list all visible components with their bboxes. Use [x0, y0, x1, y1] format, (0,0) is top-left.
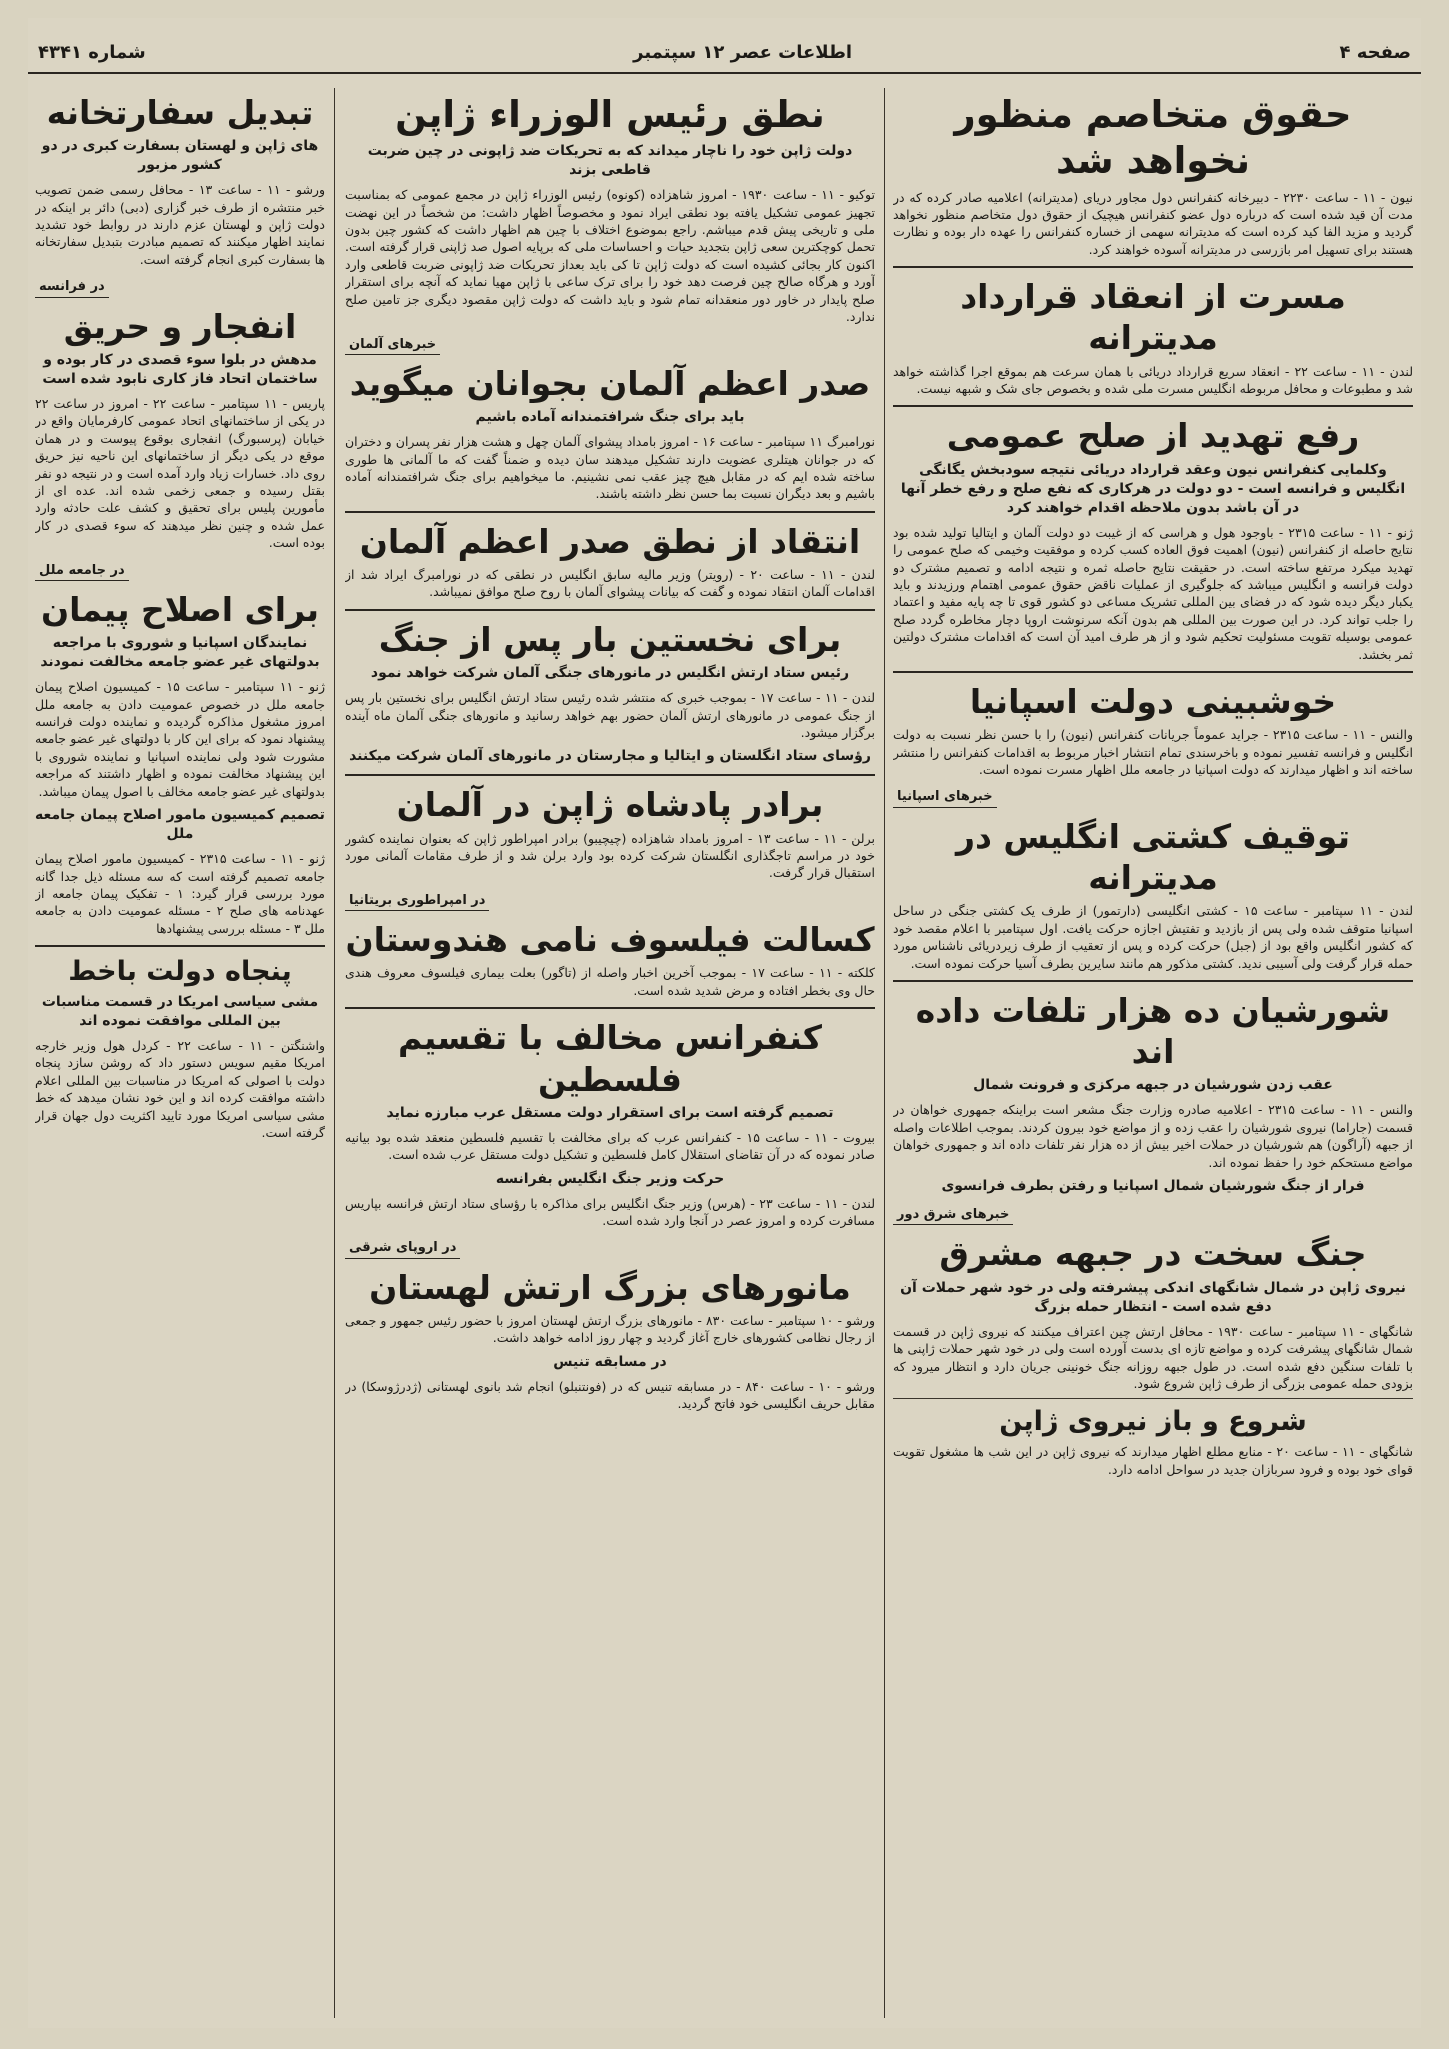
headline-explosion-fire: انفجار و حریق [63, 306, 297, 346]
divider [345, 1007, 875, 1009]
article-belligerent-rights: نیون - ۱۱ - ساعت ۲۲۳۰ - دبیرخانه کنفرانس دول مجاور دریای (مدیترانه) اعلامیه صادر کرده که در مدت آن قید شده است که درباره دول عضو کنفرانس هیچیک از حقوق دول متخاصم منظور نخواهد گردید و مزید الفا کید کرده است که مدیترانه سهمی از خساره کنفرانس را عهده دار بوده و نظارت هستند برای تسهیل امر بازرسی در مدیترانه آسوده خواهند کرد. [893, 189, 1413, 257]
headline-german-chancellor: صدر اعظم آلمان بجوانان میگوید [349, 363, 871, 403]
divider [35, 945, 325, 947]
headline-palestine-conference: کنفرانس مخالف با تقسیم فلسطین [398, 1018, 822, 1099]
headline-japan-pm-speech: نطق رئیس الوزراء ژاپن [395, 93, 825, 136]
article-mediterranean-joy: لندن - ۱۱ - ساعت ۲۲ - انعقاد سریع قرارداد دریائی با همان سرعت هم بموقع اجرا گذاشته خواهد شد و مطبوعات و محافل مربوطه انگلیس مسرت ملی شده و بخصوص جای شک و شبهه نیست. [893, 363, 1413, 397]
article-speech-criticism: لندن - ۱۱ - ساعت ۲۰ - (رویتر) وزیر مالیه سابق انگلیس در نطقی که در نورامبرگ ایراد شد از اقدامات آلمان انتقاد نموده و گفت که بیانات پیشوای آلمان با روح صلح موافق نمیباشد. [345, 567, 875, 600]
newspaper-page [28, 18, 1421, 2028]
divider [893, 266, 1413, 268]
subhead-japan-pm-speech: دولت ژاپن خود را ناچار میداند که به تحریکات ضد ژاپونی در چین ضربت قاطعی بزند [367, 143, 853, 179]
section-tag-league: در جامعه ملل [35, 562, 129, 581]
divider [345, 511, 875, 513]
headline-belligerent-rights: حقوق متخاصم منظور نخواهد شد [954, 93, 1352, 183]
section-tag-germany: خبرهای آلمان [345, 336, 440, 355]
article-fifty-nations: واشنگتن - ۱۱ - ساعت ۲۲ - کردل هول وزیر خارجه امریکا مقیم سویس دستور داد که روشن سازد پنجاه دولت با اصولی که امریکا در مناسبات بین المللی اعلام داشته موافقت کرده اند و این خود نشان میدهد که خط مشی سیاسی امریکا مورد تایید اکثریت دول جهان قرار گرفته است. [35, 1037, 325, 1140]
subhead-rebel-casualties: عقب زدن شورشیان در جبهه مرکزی و فرونت شمال [973, 1077, 1333, 1094]
divider [893, 980, 1413, 982]
article-japan-pm-speech: توکیو - ۱۱ - ساعت ۱۹۳۰ - امروز شاهزاده (کونوه) رئیس الوزراء ژاپن در مجمع عمومی که بمناسبت تجهیز عمومی تشکیل یافته بود نطقی ایراد نمود و مخصوصاً اظهار داشت: من شخصاً در این نهضت ملی و تاریخی پیش قدم میباشم. راجع بموضوع اختلاف با چین هم اظهار داشت که کشور چین بدون تحمل کوچکترین سعی ژاپن بتجدید حیات و احساسات ملی که برپایه اصول صد ژاپنی قرار گرفته است. اکنون کار بجائی کشیده است که دولت ژاپن تا کی باید بعداز تحریکات ضد ژاپونی ضربت قاطعی وارد آورد و هرگاه صالح چین فرصت دهد خود را برای ترک ساعی با ژاپن مهیا نماید که آنچه برای استقرار صلح پایدار در خاور دور منعقدانه تمام شود و باید داشت که دولت ژاپن مقصود دیگری جز تامین صلح ندارد. [345, 187, 875, 325]
subhead-palestine-conference: تصمیم گرفته است برای استقرار دولت مستقل عرب مبارزه نماید [386, 1104, 834, 1121]
masthead [28, 32, 1421, 74]
section-tag-far-east: خبرهای شرق دور [893, 1206, 1013, 1225]
article-embassy-upgrade: ورشو - ۱۱ - ساعت ۱۳ - محافل رسمی ضمن تصویب خبر منتشره از طرف خبر گزاری (دبی) دائر بر اینکه در دولت ژاپن و لهستان عزم دارند در روابط خود تشدید نمایند اظهار میکنند که تصمیم مبادرت بتبدیل سفارتخانه ها بسفارت کبری انجام گرفته است. [35, 182, 325, 267]
headline-emperor-brother: برادر پادشاه ژاپن در آلمان [396, 785, 824, 825]
article-japan-forces: شانگهای - ۱۱ - ساعت ۲۰ - منابع مطلع اظهار میدارند که نیروی ژاپن در این شب ها مشغول تقویت قوای خود بوده و فرود سربازان جدید در سواحل ادامه دارد. [893, 1444, 1413, 1477]
article-emperor-brother: برلن - ۱۱ - ساعت ۱۳ - امروز بامداد شاهزاده (چیچیبو) برادر امپراطور ژاپن که بعنوان نماینده کشور خود در مراسم تاجگذاری انگلستان شرکت کرده بود وارد برلن شد و از طرف مقامات آلمانی مورد استقبال قرار گرفت. [345, 830, 875, 881]
headline-spain-optimism: خوشبینی دولت اسپانیا [969, 681, 1337, 721]
article-ship-seized: لندن - ۱۱ سپتامبر - ساعت ۱۵ - کشتی انگلیسی (دارتمور) از طرف یک کشتی جنگی در ساحل اسپانیا متوقف شده ولی پس از بازدید و تفتیش اجازه حرکت یافت. اول سپتامبر با اعلام مقصد خود که کشور انگلیس واقع بود از (جبل) حرکت کرده و پس از تعقیب از طرف زیردریائی ناشناس مورد حمله قرار گرفت ولی آسیبی ندید. کشتی مذکور هم مانند سایرین بطرف آسیا حرکت نموده است. [893, 903, 1413, 971]
subhead-staff-chiefs: رؤسای ستاد انگلستان و ایتالیا و مجارستان در مانورهای آلمان شرکت میکنند [349, 748, 871, 765]
headline-covenant-reform: برای اصلاح پیمان [40, 590, 320, 629]
headline-japan-forces: شروع و باز نیروی ژاپن [999, 1406, 1307, 1438]
issue-number: شماره ۴۳۴۱ [38, 41, 146, 63]
article-covenant-reform: ژنو - ۱۱ سپتامبر - ساعت ۱۵ - کمیسیون اصلاح پیمان جامعه ملل در خصوص عمومیت دادن به جامعه ملل امروز مشغول مذاکره گردیده و نماینده دولت فرانسه پیشنهاد نمود که برای این کار با دولتهای غیر عضو جامعه مشورت شود ولی نماینده اسپانیا و نماینده شوروی با این پیشنهاد مخالفت نموده و اظهار داشتند که مراجعه بدولتهای غیر عضو جامعه مخالف با اصول پیمان میباشد. [35, 679, 325, 799]
section-tag-spain: خبرهای اسپانیا [893, 788, 997, 807]
subhead-first-time-since-war: رئیس ستاد ارتش انگلیس در مانورهای جنگی آلمان شرکت خواهد نمود [370, 665, 850, 682]
subhead-eastern-front: نیروی ژاپن در شمال شانگهای اندکی پیشرفته ولی در خود شهر حملات آن دفع شده است - انتظار حمله بزرگ [900, 1279, 1406, 1315]
headline-poland-maneuvers: مانورهای بزرگ ارتش لهستان [369, 1267, 851, 1307]
column-left [35, 88, 325, 2018]
headline-philosopher-illness: کسالت فیلسوف نامی هندوستان [345, 920, 875, 960]
headline-first-time-since-war: برای نخستین بار پس از جنگ [378, 619, 842, 659]
article-first-time-since-war: لندن - ۱۱ - ساعت ۱۷ - بموجب خبری که منتشر شده رئیس ستاد ارتش انگلیس برای نخستین بار پس از جنگ عمومی در مانورهای ارتش آلمان حضور بهم خواهد رسانید و مانورهای جنگی آلمان ماه آینده برگزار میشود. [345, 690, 875, 740]
headline-fifty-nations: پنجاه دولت باخط [68, 956, 292, 988]
article-explosion-fire: پاریس - ۱۱ سپتامبر - ساعت ۲۲ - امروز در ساعت ۲۲ در یکی از ساختمانهای اتحاد عمومی کارفرمایان واقع در خیابان (پرسبورگ) انفجاری بوقوع پیوست و در همان موقع در یکی دیگر از ساختمانهای این ناحیه نیز حریق روی داد. خسارات زیاد وارد آمده است و در نتیجه دو نفر بقتل رسیده و جمعی زخمی شده اند. عده ای از مأمورین پلیس برای تحقیق و کشف علت حادثه وارد عمل شده و چنین نظر میدهند که سوء قصدی در کار بوده است. [35, 395, 325, 551]
section-tag-france: در فرانسه [35, 278, 109, 297]
section-tag-eastern-europe: در اروپای شرقی [345, 1239, 460, 1258]
headline-mediterranean-joy: مسرت از انعقاد قرارداد مدیترانه [960, 277, 1346, 358]
divider [893, 405, 1413, 407]
article-german-chancellor: نورامبرگ ۱۱ سپتامبر - ساعت ۱۶ - امروز بامداد پیشوای آلمان چهل و هشت هزار نفر پسران و دختران که در جوانان هیتلری عضویت دارند تشکیل میدهند سان دیده و ضمناً گفت که ما آلمانی ها طوری ساخته شده ایم که در مقابل هیچ چیز عقب نمی نشینیم. ما میخواهیم برای جنگ شرافتمندانه آماده باشیم و بعد دیگران نسبت بما حسن نظر داشته باشند. [345, 434, 875, 502]
divider [345, 609, 875, 611]
subhead-german-chancellor: باید برای جنگ شرافتمندانه آماده باشیم [475, 409, 745, 426]
paper-date: اطلاعات عصر ۱۲ سپتمبر [633, 41, 853, 63]
headline-eastern-front: جنگ سخت در جبهه مشرق [939, 1234, 1367, 1274]
divider [893, 671, 1413, 673]
subhead-war-minister: حرکت وزیر جنگ انگلیس بفرانسه [495, 1170, 725, 1187]
subhead-explosion-fire: مدهش در بلوا سوء قصدی در کار بوده و ساختمان اتحاد فاز کاری نابود شده است [42, 351, 318, 387]
headline-ship-seized: توقیف کشتی انگلیس در مدیترانه [956, 816, 1350, 898]
headline-embassy-upgrade: تبدیل سفارتخانه [46, 93, 314, 132]
subhead-covenant-reform: نمایندگان اسپانیا و شوروی با مراجعه بدولتهای غیر عضو جامعه مخالفت نمودند [40, 635, 320, 671]
article-tennis: ورشو - ۱۰ - ساعت ۸۴۰ - در مسابقه تنیس که در (فونتنبلو) انجام شد بانوی لهستانی (ژدرژوسکا) در مقابل حریف انگلیسی خود فاتح گردید. [345, 1378, 875, 1412]
article-war-minister: لندن - ۱۱ - ساعت ۲۳ - (هرس) وزیر جنگ انگلیس برای مذاکره با رؤسای ستاد ارتش فرانسه بپاریس مسافرت کرده و امروز عصر در آنجا وارد شده است. [345, 1195, 875, 1228]
column-rule [334, 88, 335, 2018]
article-peace-threat: ژنو - ۱۱ - ساعت ۲۳۱۵ - باوجود هول و هراسی که از غیبت دو دولت آلمان و ایتالیا تولید شده بود نتایج حاصله از کنفرانس (نیون) اهمیت فوق العاده کسب کرده و موفقیت وخیمی که صلح عمومی را تهدید میکرد مرتفع ساخته است. در حقیقت نتایج حاصله ثمره و نتیجه ادامه و تصمیم مشترک دو دولت فرانسه و انگلیس میباشد که جلوگیری از عملیات ناقض حقوق عمومی اهتمام ورزیدند و باید یکبار دیگر دیده شود که در فضای بین المللی تشریک مساعی دو کشور قوی تا چه پایه مفید و اعتماد را جلب تواند کرد. در این صورت بین المللی هم بدون آنکه سرنوشت اروپا دچار مخاطره گردد صلح عمومی بوسیله تقویت مسئولیت تحکیم شود و از هر طرف امید آن است که اقدامات مشترک دولتین ثمر بخشد. [893, 524, 1413, 662]
divider [345, 774, 875, 776]
headline-speech-criticism: انتقاد از نطق صدر اعظم آلمان [359, 521, 861, 561]
column-middle [345, 88, 875, 2018]
section-tag-british-empire: در امپراطوری بریتانیا [345, 892, 489, 911]
page-number: صفحه ۴ [1339, 41, 1411, 63]
headline-peace-threat: رفع تهدید از صلح عمومی [946, 416, 1360, 456]
article-philosopher-illness: کلکته - ۱۱ - ساعت ۱۷ - بموجب آخرین اخبار واصله از (تاگور) بعلت بیماری فیلسوف معروف هندی حال وی بخطر افتاده و مرض شدید شده است. [345, 965, 875, 998]
article-spain-optimism: والنس - ۱۱ - ساعت ۲۳۱۵ - جراید عموماً جریانات کنفرانس (نیون) را با حسن نظر نسبت به دولت انگلیس و فرانسه تفسیر نموده و باخرسندی تمام انتشار اخبار مربوط به اقدامات کنفرانس را منتشر ساخته اند و اظهار میدارند که دولت اسپانیا در جامعه ملل اظهار مسرت نموده است. [893, 727, 1413, 777]
column-right [893, 88, 1413, 2018]
column-rule [884, 88, 885, 2018]
subhead-fifty-nations: مشی سیاسی امریکا در قسمت مناسبات بین المللی موافقت نموده اند [41, 993, 319, 1029]
subhead-tennis: در مسابقه تنیس [553, 1353, 667, 1370]
article-poland-maneuvers: ورشو - ۱۰ سپتامبر - ساعت ۸۳۰ - مانورهای بزرگ ارتش لهستان امروز با حضور رئیس جمهور و جمعی از رجال نظامی کشورهای خارج آغاز گردید و چهار روز ادامه خواهد داشت. [345, 1313, 875, 1346]
article-commission-decision: ژنو - ۱۱ - ساعت ۲۳۱۵ - کمیسیون مامور اصلاح پیمان جامعه تصمیم گرفته است که سه مسئله ذیل جدا گانه مورد بررسی قرار گیرد: ۱ - تفکیک پیمان جامعه از عهدنامه های صلح ۲ - مسئله عمومیت دادن به جامعه ملل ۳ - مسئله بررسی پیشنهادها [35, 851, 325, 936]
article-palestine-conference: بیروت - ۱۱ - ساعت ۱۵ - کنفرانس عرب که برای مخالفت با تقسیم فلسطین منعقد شده بود بیانیه صادر نموده که در آن تقاضای استقلال کامل فلسطین و تشکیل دولت مستقل عرب شده است. [345, 1129, 875, 1163]
subhead-embassy-upgrade: های ژاپن و لهستان بسفارت کبری در دو کشور مزبور [41, 138, 319, 174]
headline-rebel-casualties: شورشیان ده هزار تلفات داده اند [915, 990, 1391, 1072]
article-eastern-front: شانگهای - ۱۱ سپتامبر - ساعت ۱۹۳۰ - محافل ارتش چین اعتراف میکنند که نیروی ژاپن در قسمت شمال شانگهای پیشرفت کرده و مواضع تازه ای بدست آورده است ولی در خود شهر حملات ژاپنی ها با تلفات سنگین دفع شده است. در طول جبهه روزانه جنگ خونینی جریان دارد و انتظار میرود که بزودی حمله عمومی بزرگی از طرف ژاپن شروع شود. [893, 1323, 1413, 1391]
divider [893, 1398, 1413, 1399]
subhead-commission-decision: تصمیم کمیسیون مامور اصلاح پیمان جامعه ملل [35, 807, 325, 843]
subhead-rebel-flight: فرار از جنگ شورشیان شمال اسپانیا و رفتن بطرف فرانسوی [941, 1178, 1365, 1195]
subhead-peace-threat: وکلمایی کنفرانس نیون وعقد قرارداد دریائی نتیجه سودبخش یگانگی انگلیس و فرانسه است - دو دولت در هرکاری که نفع صلح و رفع خطر آنها در آن باشد بدون ملاحظه اقدام خواهند کرد [900, 461, 1406, 516]
article-rebel-casualties: والنس - ۱۱ - ساعت ۲۳۱۵ - اعلامیه صادره وزارت جنگ مشعر است براینکه جمهوری خواهان در قسمت (جاراما) نیروی شورشیان را عقب زده و از مواضع خود بیرون کردند. بموجب اطلاعات واصله از جبهه (آراگون) هم شورشیان در حملات اخیر بیش از ده هزار نفر تلفات داده اند و جمهوری خواهان مواضع مستحکم خود را حفظ نموده اند. [893, 1102, 1413, 1170]
